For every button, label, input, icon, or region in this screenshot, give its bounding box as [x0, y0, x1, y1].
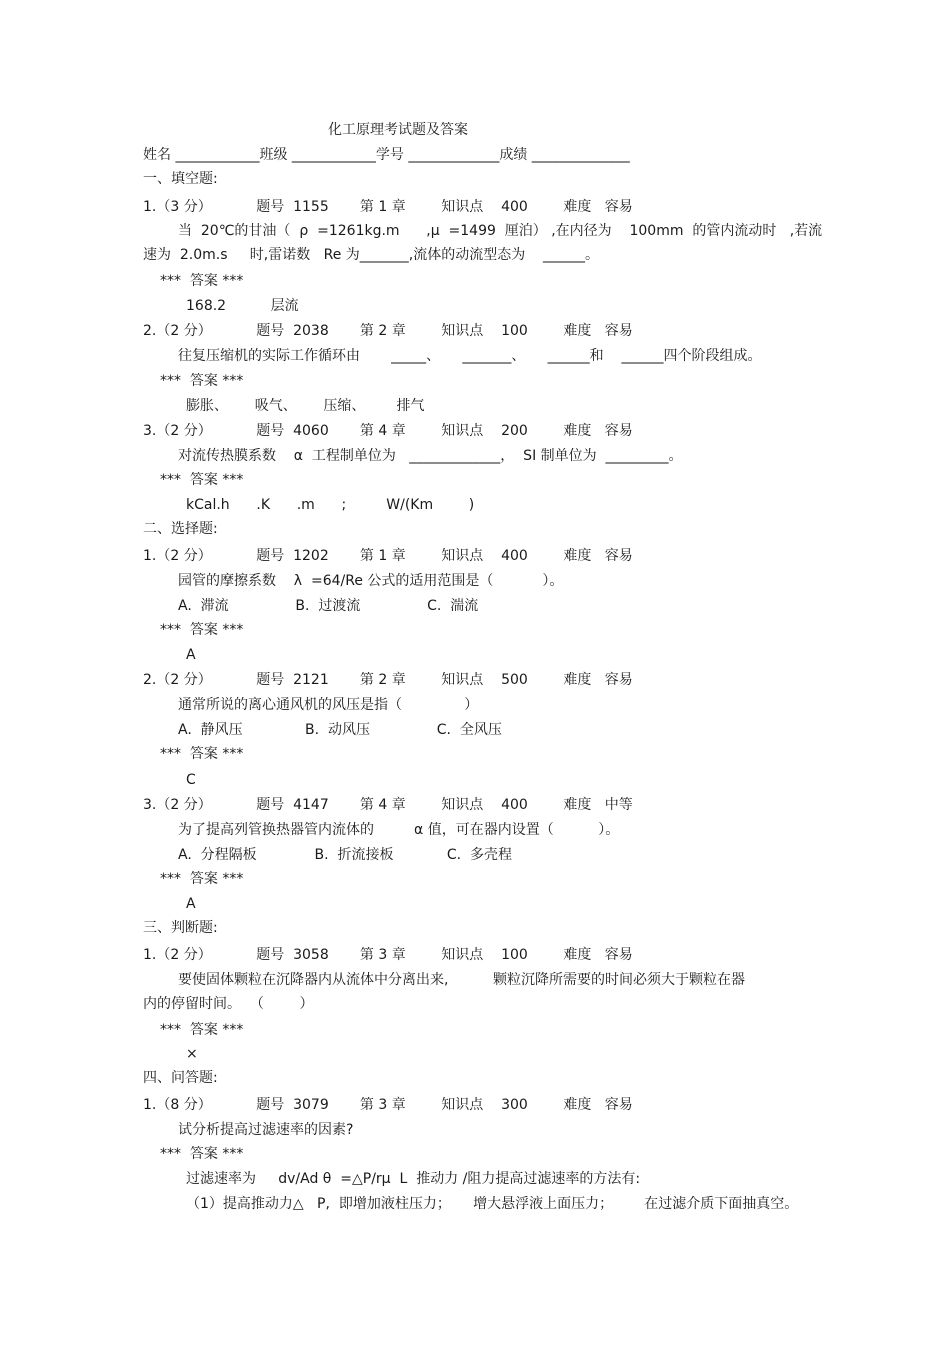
text-line: 要使固体颗粒在沉降器内从流体中分离出来, 颗粒沉降所需要的时间必须大于颗粒在器 — [178, 972, 745, 988]
text-line: 3.（2 分） 题号 4147 第 4 章 知识点 400 难度 中等 — [143, 797, 633, 813]
student-info-line: 姓名 ____________班级 ____________学号 _____________成绩 ______________ — [143, 147, 630, 163]
text-line: 为了提高列管换热器管内流体的 α 值，可在器内设置（ ）。 — [178, 822, 620, 838]
text-line: 二、选择题: — [143, 521, 218, 537]
text-line: *** 答案 *** — [160, 472, 244, 488]
text-line: 四、问答题: — [143, 1070, 218, 1086]
text-line: A — [186, 896, 196, 912]
text-line: *** 答案 *** — [160, 1146, 244, 1162]
text-line: C — [186, 772, 196, 788]
text-line: × — [186, 1046, 198, 1062]
text-line: 2.（2 分） 题号 2038 第 2 章 知识点 100 难度 容易 — [143, 323, 633, 339]
text-line: （1）提高推动力△ P, 即增加液柱压力； 增大悬浮液上面压力； 在过滤介质下面抽真空。 — [186, 1196, 799, 1212]
text-line: A — [186, 647, 196, 663]
text-line: 通常所说的离心通风机的风压是指（ ） — [178, 697, 479, 713]
text-line: A. 静风压 B. 动风压 C. 全风压 — [178, 722, 502, 738]
text-line: A. 分程隔板 B. 折流接板 C. 多壳程 — [178, 847, 513, 863]
text-line: 一、填空题: — [143, 171, 218, 187]
text-line: 当 20℃的甘油（ ρ =1261kg.m ,μ =1499 厘泊） ,在内径为 100mm 的管内流动时 ,若流 — [178, 223, 823, 239]
text-line: *** 答案 *** — [160, 373, 244, 389]
text-line: 1.（2 分） 题号 3058 第 3 章 知识点 100 难度 容易 — [143, 947, 633, 963]
text-line: 对流传热膜系数 α 工程制单位为 _____________， SI 制单位为 _________。 — [178, 448, 683, 464]
text-line: *** 答案 *** — [160, 871, 244, 887]
text-line: A. 滞流 B. 过渡流 C. 湍流 — [178, 598, 479, 614]
text-line: 膨胀、 吸气、 压缩、 排气 — [186, 398, 425, 414]
text-line: 过滤速率为 dv/Ad θ =△P/rμ L 推动力 /阻力提高过滤速率的方法有: — [186, 1171, 641, 1187]
text-line: 1.（3 分） 题号 1155 第 1 章 知识点 400 难度 容易 — [143, 199, 633, 215]
text-line: *** 答案 *** — [160, 622, 244, 638]
text-line: 1.（2 分） 题号 1202 第 1 章 知识点 400 难度 容易 — [143, 548, 633, 564]
text-line: 2.（2 分） 题号 2121 第 2 章 知识点 500 难度 容易 — [143, 672, 633, 688]
text-line: *** 答案 *** — [160, 746, 244, 762]
text-line: 三、判断题: — [143, 920, 218, 936]
text-line: 3.（2 分） 题号 4060 第 4 章 知识点 200 难度 容易 — [143, 423, 633, 439]
text-line: 往复压缩机的实际工作循环由 _____、 _______、 ______和 ______四个阶段组成。 — [178, 348, 762, 364]
page-title: 化工原理考试题及答案 — [328, 122, 468, 138]
text-line: 内的停留时间。 （ ） — [143, 996, 314, 1012]
text-line: 速为 2.0m.s 时,雷诺数 Re 为_______,流体的动流型态为 ______。 — [143, 247, 600, 263]
text-line: 168.2 层流 — [186, 298, 299, 314]
text-line: 1.（8 分） 题号 3079 第 3 章 知识点 300 难度 容易 — [143, 1097, 633, 1113]
text-line: *** 答案 *** — [160, 1022, 244, 1038]
text-line: kCal.h .K .m ; W/(Km ) — [186, 497, 475, 513]
text-line: 园管的摩擦系数 λ =64/Re 公式的适用范围是（ ）。 — [178, 573, 564, 589]
text-line: *** 答案 *** — [160, 273, 244, 289]
text-line: 试分析提高过滤速率的因素? — [178, 1122, 354, 1138]
